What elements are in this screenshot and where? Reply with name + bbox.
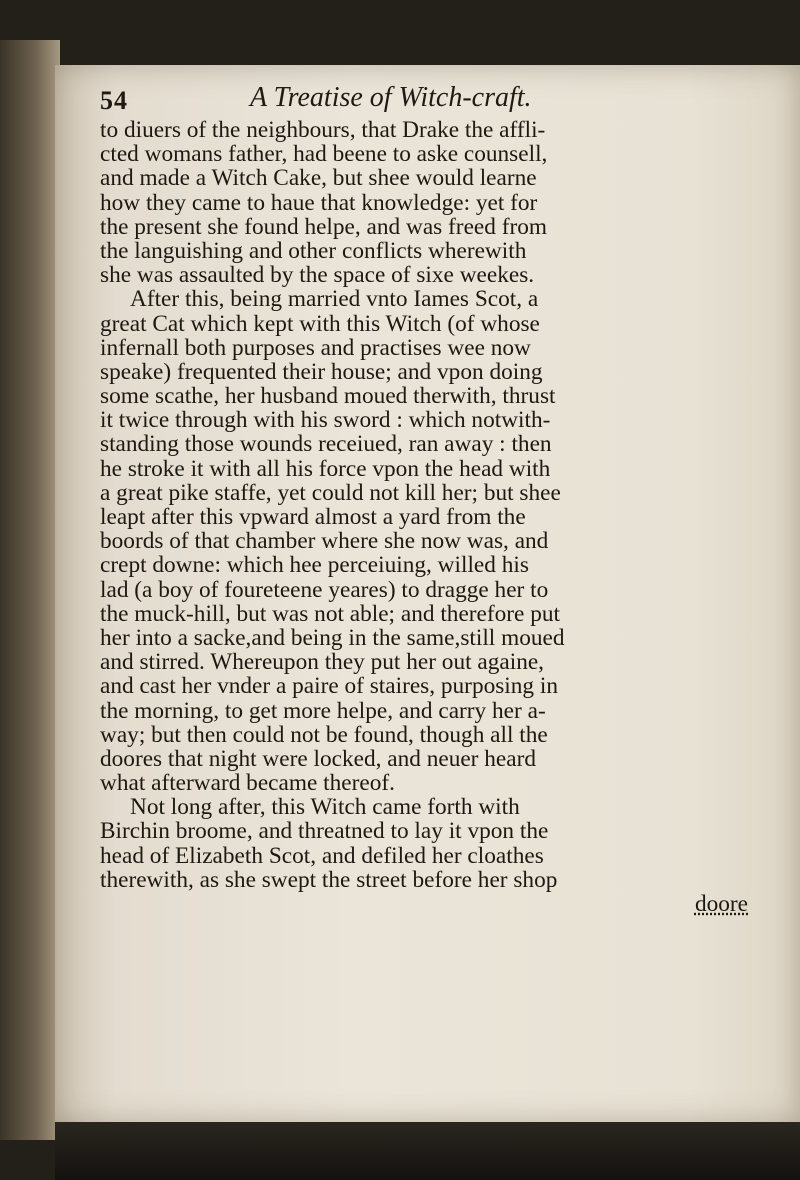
text-line: and stirred. Whereupon they put her out againe, [100, 649, 545, 676]
running-title: A Treatise of Witch-craft. [250, 82, 532, 113]
text-line: what afterward became thereof. [100, 770, 395, 797]
text-line: crept downe: which hee perceiuing, willed his [100, 552, 529, 579]
text-line: and made a Witch Cake, but shee would learne [100, 165, 537, 192]
text-line: the morning, to get more helpe, and carry her a- [100, 697, 546, 724]
text-line: the languishing and other conflicts wherewith [100, 237, 527, 264]
catchword: doore [694, 891, 748, 917]
scan-shadow [55, 1122, 800, 1180]
text-line: boords of that chamber where she now was, and [100, 528, 549, 555]
text-line: therewith, as she swept the street before her shop [100, 866, 558, 893]
text-line: the muck-hill, but was not able; and therefore put [100, 600, 560, 627]
text-line: how they came to haue that knowledge: yet for [100, 189, 538, 216]
text-line: cted womans father, had beene to aske counsell, [100, 141, 548, 168]
text-line: to diuers of the neighbours, that Drake the affli- [100, 117, 546, 143]
text-line: and cast her vnder a paire of staires, purposing in [100, 673, 559, 700]
text-line: leapt after this vpward almost a yard from the [100, 504, 526, 530]
text-line: he stroke it with all his force vpon the head with [100, 455, 551, 482]
text-line: a great pike staffe, yet could not kill her; but shee [100, 479, 561, 506]
body-text [100, 118, 760, 916]
text-line: infernall both purposes and practises wee now [100, 334, 531, 361]
text-line: some scathe, her husband moued therwith, thrust [100, 383, 556, 410]
text-line: it twice through with his sword : which notwith- [100, 407, 551, 434]
text-line: great Cat which kept with this Witch (of whose [100, 310, 540, 337]
text-line: speake) frequented their house; and vpon doing [100, 358, 543, 385]
text-line: head of Elizabeth Scot, and defiled her cloathes [100, 842, 544, 869]
text-line: Birchin broome, and threatned to lay it vpon the [100, 818, 549, 845]
text-line: her into a sacke,and being in the same,still moued [100, 624, 565, 651]
page-header [100, 78, 740, 118]
text-line: way; but then could not be found, though all the [100, 721, 548, 748]
text-line: lad (a boy of foureteene yeares) to dragge her to [100, 576, 549, 603]
page-number: 54 [100, 86, 128, 115]
text-line: After this, being married vnto Iames Scot, a [130, 286, 539, 313]
text-line: she was assaulted by the space of sixe weekes. [100, 262, 535, 289]
binding-edge [0, 40, 60, 1140]
text-line: Not long after, this Witch came forth with [130, 794, 520, 821]
text-line: the present she found helpe, and was freed from [100, 213, 548, 240]
text-line: standing those wounds receiued, ran away : then [100, 431, 552, 458]
text-line: doores that night were locked, and neuer heard [100, 745, 536, 772]
